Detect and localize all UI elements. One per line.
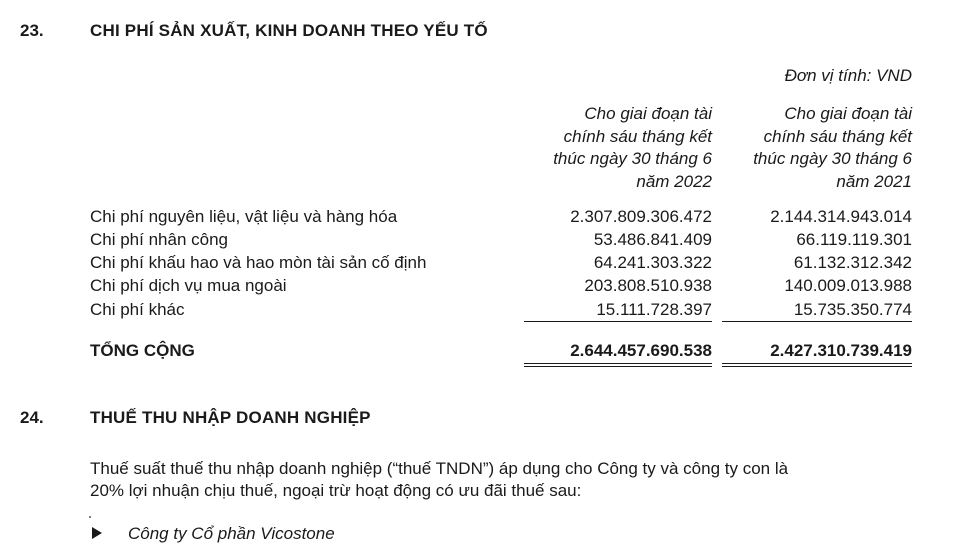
paragraph-line: 20% lợi nhuận chịu thuế, ngoại trừ hoạt động có ưu đãi thuế sau: (90, 481, 582, 500)
table-row-label: Chi phí nhân công (90, 230, 228, 249)
total-label: TỔNG CỘNG (90, 341, 195, 360)
column-header-line: năm 2022 (636, 171, 712, 191)
section-23-title: CHI PHÍ SẢN XUẤT, KINH DOANH THEO YẾU TỐ (90, 21, 488, 40)
paragraph-line: Thuế suất thuế thu nhập doanh nghiệp (“thuế TNDN”) áp dụng cho Công ty và công ty con là (90, 459, 789, 478)
bullet-arrow-icon (92, 527, 102, 539)
total-double-rule (524, 363, 712, 364)
total-double-rule (722, 363, 912, 364)
column-header-line: Cho giai đoạn tài (584, 104, 712, 123)
unit-label: Đơn vị tính: VND (784, 66, 912, 85)
total-2022: 2.644.457.690.538 (570, 341, 712, 360)
column-header-2022 (553, 103, 712, 193)
column-header-2021 (753, 103, 912, 193)
table-row-label: Chi phí nguyên liệu, vật liệu và hàng hóa (90, 207, 398, 226)
paragraph (90, 458, 920, 502)
table-cell-2022: 2.307.809.306.472 (570, 207, 712, 226)
section-24-title: THUẾ THU NHẬP DOANH NGHIỆP (90, 408, 371, 427)
subtotal-rule (722, 321, 912, 322)
table-cell-2022: 15.111.728.397 (596, 300, 712, 319)
column-header-line: chính sáu tháng kết (763, 126, 912, 146)
column-header-line: năm 2021 (836, 171, 912, 191)
bullet-item: Công ty Cổ phần Vicostone (128, 524, 335, 543)
total-2021: 2.427.310.739.419 (770, 341, 912, 360)
section-24-number: 24. (20, 408, 44, 427)
table-cell-2021: 15.735.350.774 (793, 300, 912, 319)
table-cell-2021: 61.132.312.342 (793, 253, 912, 272)
subtotal-rule (524, 321, 712, 322)
table-cell-2021: 140.009.013.988 (784, 276, 912, 295)
column-header-line: thúc ngày 30 tháng 6 (553, 149, 712, 168)
column-header-line: Cho giai đoạn tài (784, 104, 912, 123)
table-cell-2022: 53.486.841.409 (593, 230, 712, 249)
table-row-label: Chi phí dịch vụ mua ngoài (90, 276, 287, 295)
table-cell-2021: 66.119.119.301 (796, 230, 912, 249)
table-cell-2022: 64.241.303.322 (593, 253, 712, 272)
table-row-label: Chi phí khấu hao và hao mòn tài sản cố định (90, 253, 427, 272)
table-cell-2021: 2.144.314.943.014 (770, 207, 912, 226)
table-row-label: Chi phí khác (90, 300, 185, 319)
column-header-line: chính sáu tháng kết (563, 126, 712, 146)
column-header-line: thúc ngày 30 tháng 6 (753, 149, 912, 168)
section-23-number: 23. (20, 21, 44, 40)
table-cell-2022: 203.808.510.938 (584, 276, 712, 295)
total-double-rule (722, 366, 912, 367)
total-double-rule (524, 366, 712, 367)
stray-dot (89, 516, 91, 518)
